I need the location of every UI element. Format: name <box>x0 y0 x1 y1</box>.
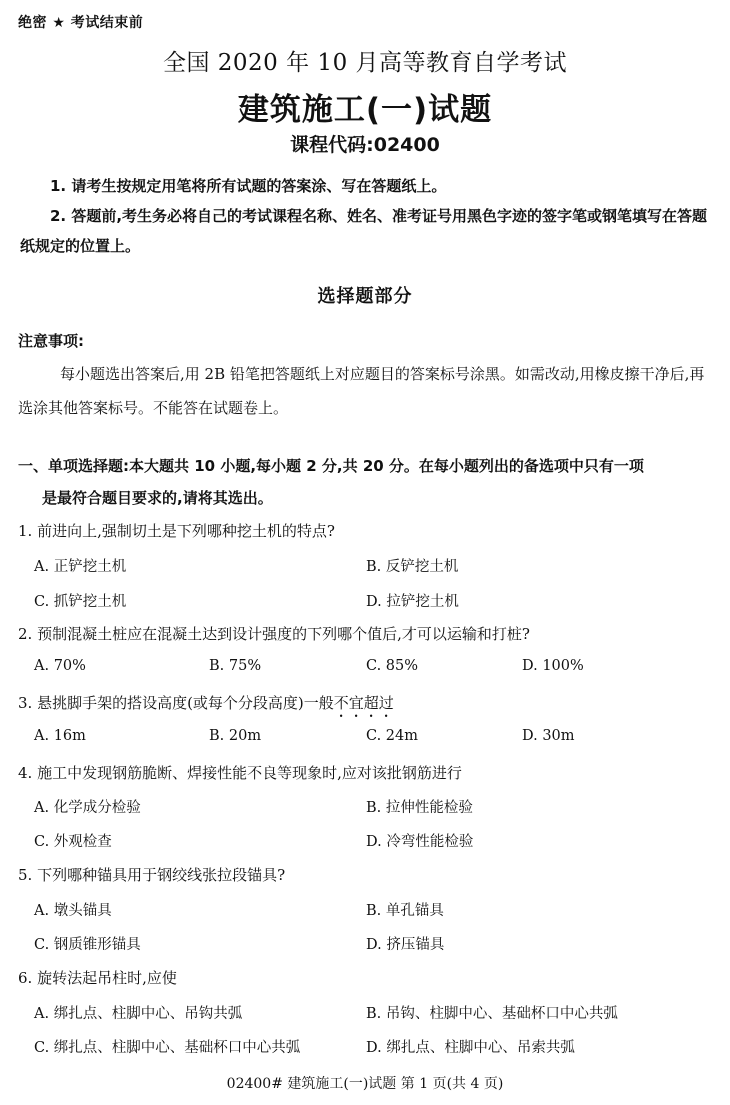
question-3 <box>18 692 718 721</box>
notice-body <box>18 357 715 425</box>
q1-option-a: A. 正铲挖土机 <box>34 559 127 575</box>
question-1: 1. 前进向上,强制切土是下列哪种挖土机的特点? <box>18 522 335 540</box>
q2-option-c: C. 85% <box>366 658 419 674</box>
page-footer: 02400# 建筑施工(一)试题 第 1 页(共 4 页) <box>226 1076 504 1092</box>
q1-option-c: C. 抓铲挖土机 <box>34 594 127 610</box>
q2-option-a: A. 70% <box>34 658 86 674</box>
question-5: 5. 下列哪种锚具用于钢绞线张拉段锚具? <box>18 866 286 884</box>
part-heading-line1: 一、单项选择题:本大题共 10 小题,每小题 2 分,共 20 分。在每小题列出的备选项中只有一项 <box>18 457 644 475</box>
instruction-1: 1. 请考生按规定用笔将所有试题的答案涂、写在答题纸上。 <box>50 177 447 195</box>
section-title: 选择题部分 <box>317 286 413 307</box>
notice-title: 注意事项: <box>18 332 84 350</box>
question-3-text: 3. 悬挑脚手架的搭设高度(或每个分段高度)一般 <box>18 694 334 712</box>
q4-option-d: D. 冷弯性能检验 <box>366 834 474 850</box>
q4-option-b: B. 拉伸性能检验 <box>366 800 473 816</box>
secret-label: 绝密 ★ 考试结束前 <box>18 15 144 31</box>
q5-option-b: B. 单孔锚具 <box>366 903 444 919</box>
q2-option-d: D. 100% <box>522 658 584 674</box>
question-3-emphasis: 不宜超过 <box>333 694 394 712</box>
q1-option-b: B. 反铲挖土机 <box>366 559 459 575</box>
part-heading <box>18 450 718 514</box>
q1-option-d: D. 拉铲挖土机 <box>366 594 459 610</box>
q3-option-d: D. 30m <box>522 728 575 744</box>
notice-text: 每小题选出答案后,用 2B 铅笔把答题纸上对应题目的答案标号涂黑。如需改动,用橡皮擦干净后,再选涂其他答案标号。不能答在试题卷上。 <box>18 365 705 417</box>
q2-option-b: B. 75% <box>209 658 262 674</box>
instructions <box>20 171 715 261</box>
question-2: 2. 预制混凝土桩应在混凝土达到设计强度的下列哪个值后,才可以运输和打桩? <box>18 625 530 643</box>
q5-option-c: C. 钢质锥形锚具 <box>34 937 141 953</box>
q4-option-a: A. 化学成分检验 <box>34 800 141 816</box>
q3-option-c: C. 24m <box>366 728 418 744</box>
q3-option-b: B. 20m <box>209 728 262 744</box>
exam-title: 全国 2020 年 10 月高等教育自学考试 <box>162 50 568 76</box>
instruction-2: 2. 答题前,考生务必将自己的考试课程名称、姓名、准考证号用黑色字迹的签字笔或钢笔填写在答题纸规定的位置上。 <box>20 207 708 255</box>
q5-option-d: D. 挤压锚具 <box>366 937 445 953</box>
question-4: 4. 施工中发现钢筋脆断、焊接性能不良等现象时,应对该批钢筋进行 <box>18 764 462 782</box>
q6-option-d: D. 绑扎点、柱脚中心、吊索共弧 <box>366 1040 575 1056</box>
q6-option-b: B. 吊钩、柱脚中心、基础杯口中心共弧 <box>366 1006 618 1022</box>
paper-title: 建筑施工(一)试题 <box>237 92 493 128</box>
part-heading-line2: 是最符合题目要求的,请将其选出。 <box>42 489 273 507</box>
course-code: 课程代码:02400 <box>290 134 440 156</box>
q6-option-a: A. 绑扎点、柱脚中心、吊钩共弧 <box>34 1006 243 1022</box>
q5-option-a: A. 墩头锚具 <box>34 903 112 919</box>
q6-option-c: C. 绑扎点、柱脚中心、基础杯口中心共弧 <box>34 1040 301 1056</box>
q4-option-c: C. 外观检查 <box>34 834 112 850</box>
q3-option-a: A. 16m <box>34 728 86 744</box>
question-6: 6. 旋转法起吊柱时,应使 <box>18 969 177 987</box>
